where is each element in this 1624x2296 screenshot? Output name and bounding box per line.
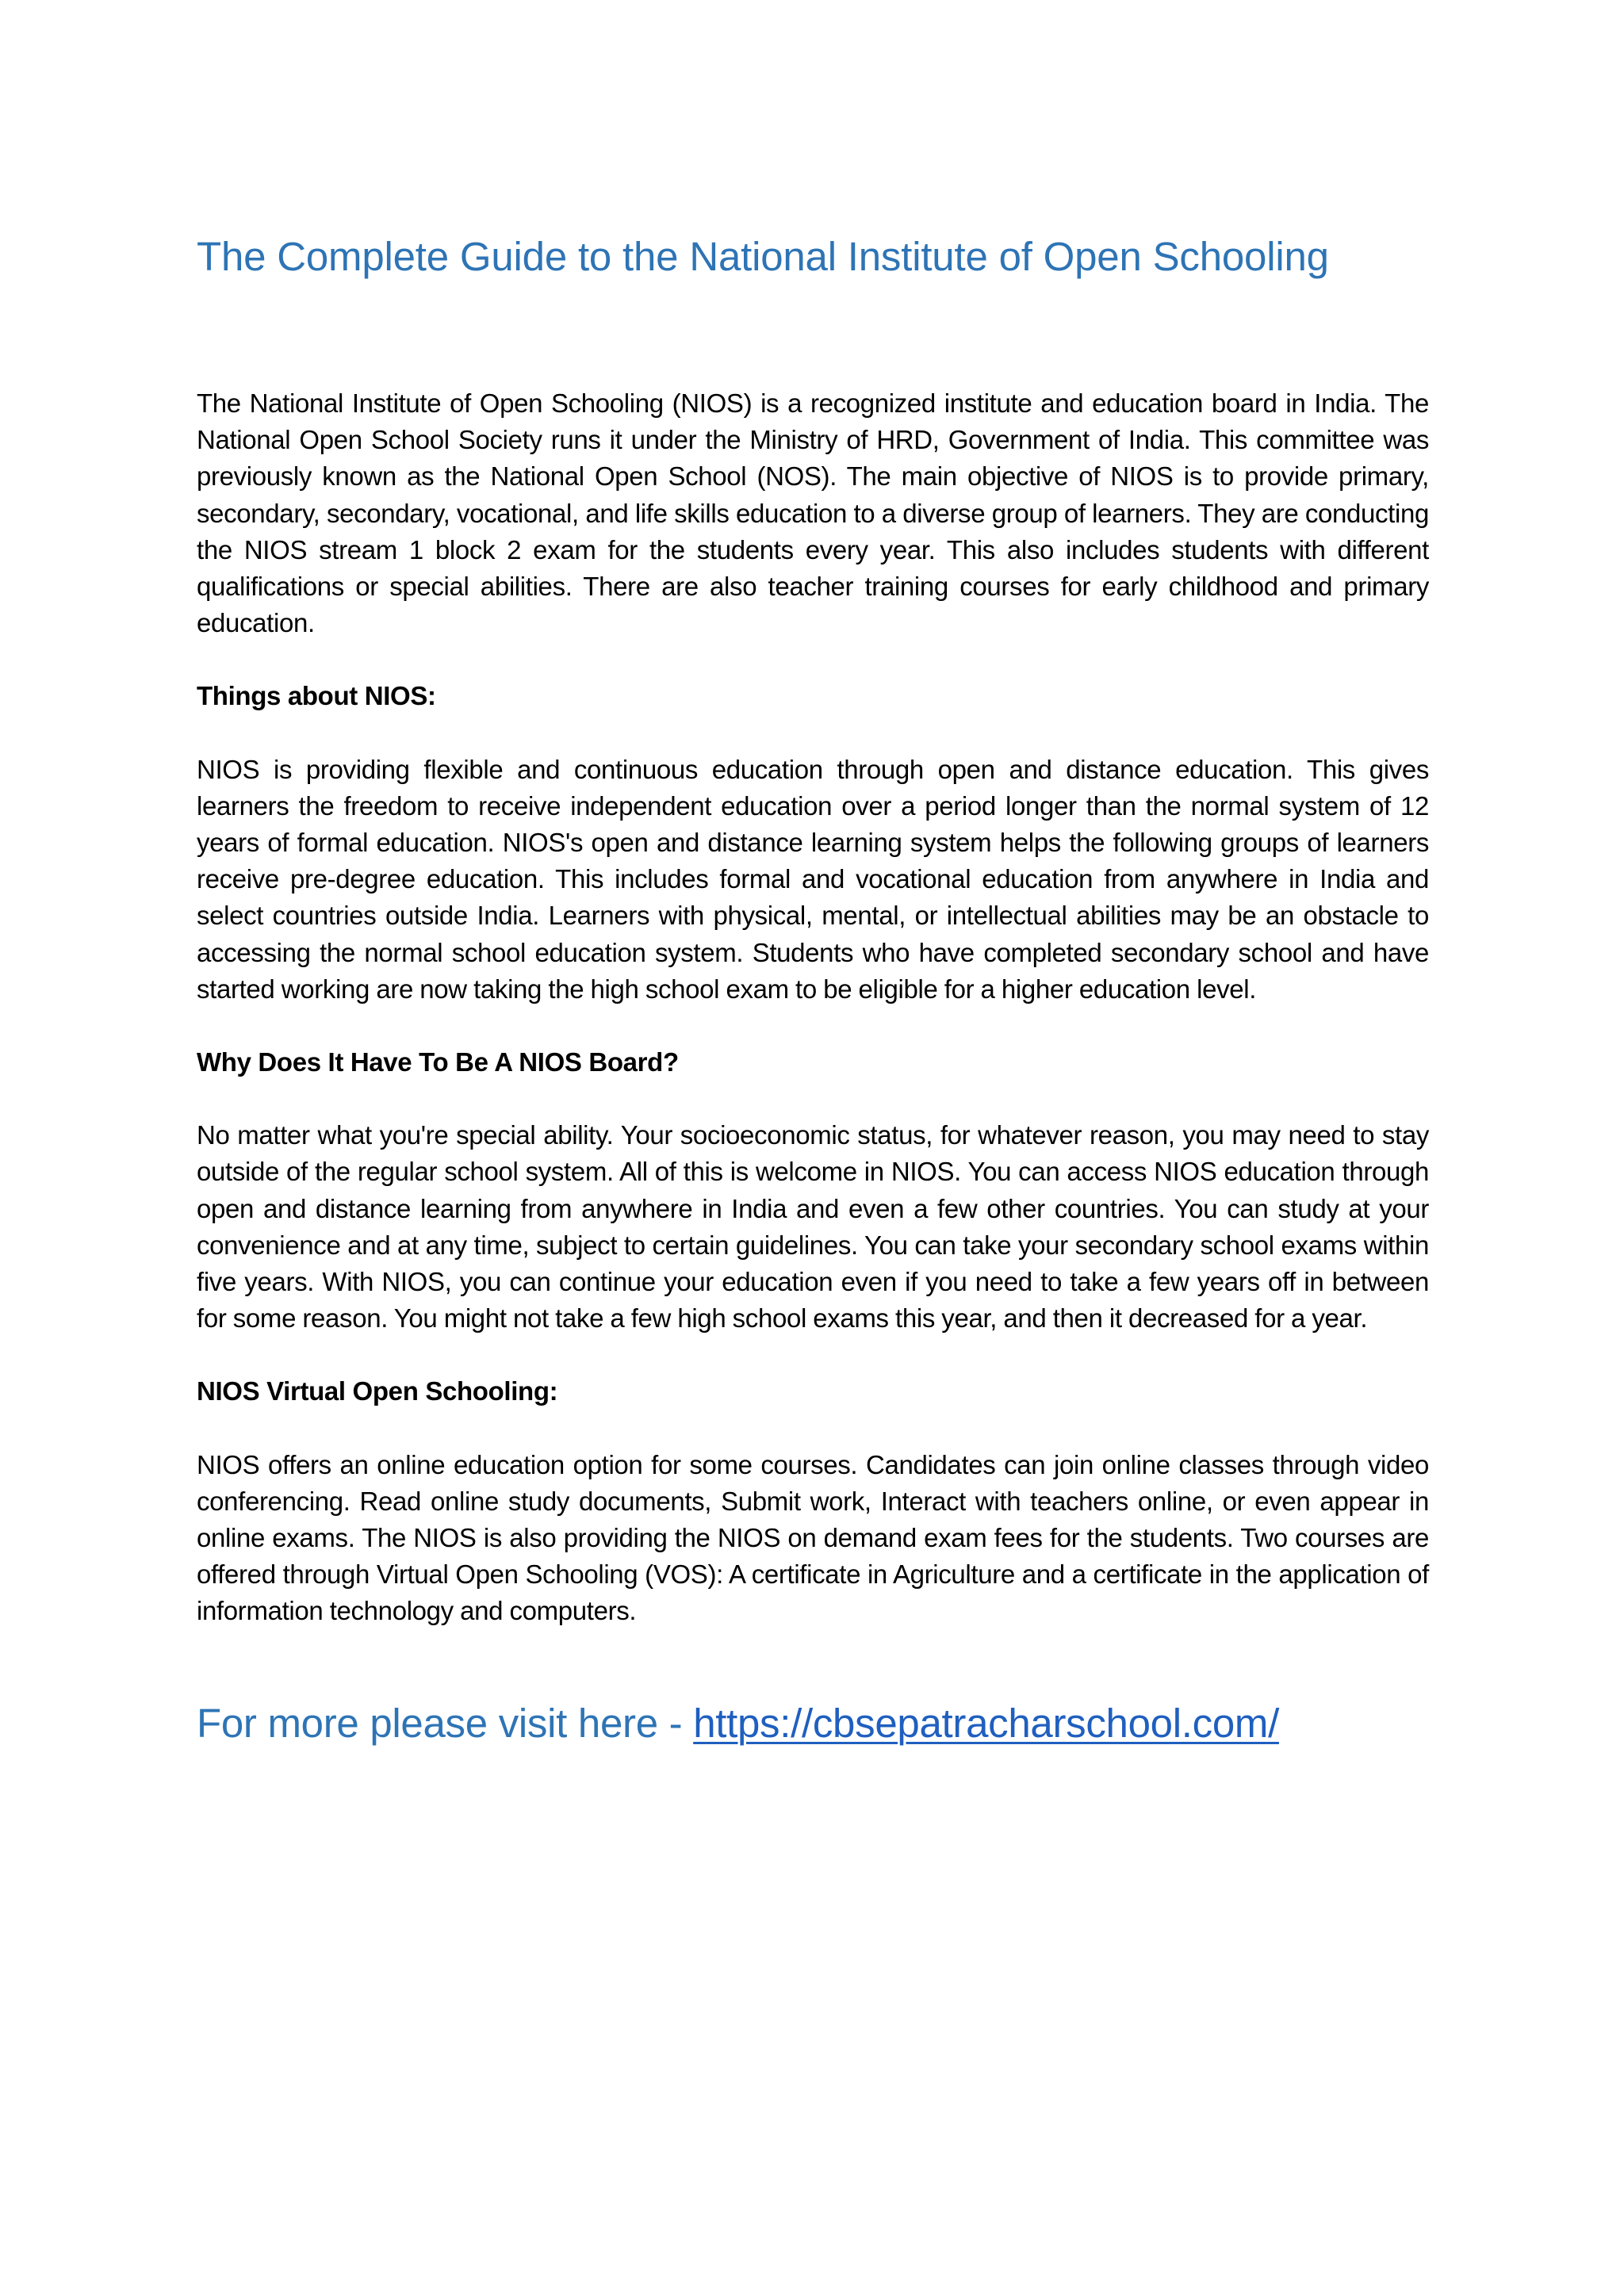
things-about-nios-paragraph: NIOS is providing flexible and continuous education through open and distance education. This gives learners the freedom to receive independent education over a period longer than the normal system of 12 years of formal education. NIOS's open and distance learning system helps the following groups of learners receive pre-degree education. This includes formal and vocational education from anywhere in India and select countries outside India. Learners with physical, mental, or intellectual abilities may be an obstacle to accessing the normal school education system. Students who have completed secondary school and have started working are now taking the high school exam to be eligible for a higher education level. [197,754,1429,1004]
why-nios-board-paragraph: No matter what you're special ability. Your socioeconomic status, for whatever reason, you may need to stay outside of the regular school system. All of this is welcome in NIOS. You can access NIOS education through open and distance learning from anywhere in India and even a few other countries. You can study at your convenience and at any time, subject to certain guidelines. You can take your secondary school exams within five years. With NIOS, you can continue your education even if you need to take a few years off in between for some reason. You might not take a few high school exams this year, and then it decreased for a year. [197,1120,1429,1334]
document-title: The Complete Guide to the National Institute of Open Schooling [197,234,1329,279]
section-heading-why-nios-board: Why Does It Have To Be A NIOS Board? [197,1047,679,1077]
footer-visit-line [197,1695,1429,1752]
section-heading-virtual-open-schooling: NIOS Virtual Open Schooling: [197,1376,558,1406]
virtual-open-schooling-paragraph: NIOS offers an online education option for some courses. Candidates can join online classes through video conferencing. Read online study documents, Submit work, Interact with teachers online, or even appear in online exams. The NIOS is also providing the NIOS on demand exam fees for the students. Two courses are offered through Virtual Open Schooling (VOS): A certificate in Agriculture and a certificate in the application of information technology and computers. [197,1449,1429,1626]
intro-paragraph: The National Institute of Open Schooling (NIOS) is a recognized institute and education board in India. The National Open School Society runs it under the Ministry of HRD, Government of India. This committee was previously known as the National Open School (NOS). The main objective of NIOS is to provide primary, secondary, secondary, vocational, and life skills education to a diverse group of learners. They are conducting the NIOS stream 1 block 2 exam for the students every year. This also includes students with different qualifications or special abilities. There are also teacher training courses for early childhood and primary education. [197,388,1429,638]
website-link[interactable]: https://cbsepatracharschool.com/ [693,1700,1279,1746]
document-content [197,228,1429,1752]
section-heading-things-about-nios: Things about NIOS: [197,681,436,711]
footer-prefix-text: For more please visit here - [197,1700,694,1746]
